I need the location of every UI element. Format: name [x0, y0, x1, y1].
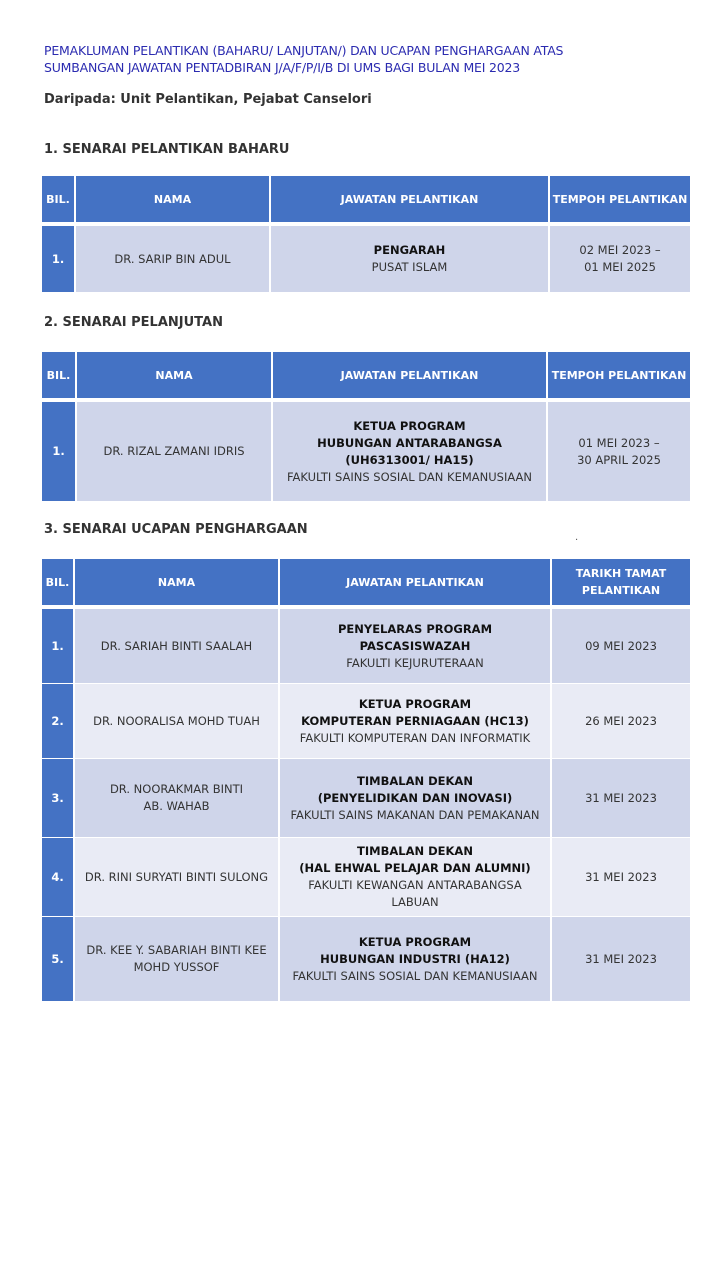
- stray-mark: .: [575, 532, 579, 543]
- cell-bil: 1.: [42, 402, 77, 502]
- cell-tarikh: [552, 759, 690, 838]
- cell-jawatan: [280, 609, 552, 684]
- date-line: 01 MEI 2023 –: [578, 435, 660, 450]
- faculty-line: FAKULTI KOMPUTERAN DAN INFORMATIK: [299, 730, 531, 745]
- name-line: DR. KEE Y. SABARIAH BINTI KEE: [86, 943, 267, 957]
- cell-jawatan: [280, 684, 552, 759]
- position-title-line: TIMBALAN DEKAN: [357, 773, 473, 788]
- cell-jawatan: [273, 402, 548, 502]
- title-line: PEMAKLUMAN PELANTIKAN (BAHARU/ LANJUTAN/) DAN UCAPAN PENGHARGAAN ATAS: [44, 43, 564, 58]
- table-row: [42, 609, 690, 684]
- table-row: [42, 402, 690, 502]
- table-row: [42, 684, 690, 759]
- cell-jawatan: [280, 759, 552, 838]
- faculty-line: FAKULTI SAINS SOSIAL DAN KEMANUSIAAN: [286, 469, 532, 484]
- header-tempoh: TARIKH TAMAT PELANTIKAN: [552, 559, 690, 609]
- header-jawatan: JAWATAN PELANTIKAN: [280, 559, 552, 609]
- cell-jawatan: [271, 226, 550, 293]
- position-title-line: PENYELARAS PROGRAM: [337, 621, 493, 636]
- table-header-row: [42, 559, 690, 609]
- cell-nama: [75, 684, 280, 759]
- header-nama: NAMA: [77, 352, 273, 402]
- table-pelanjutan: [42, 352, 690, 502]
- table-pelantikan-baharu: [42, 176, 690, 293]
- date-line: 31 MEI 2023: [585, 790, 657, 805]
- table-ucapan-penghargaan: [42, 559, 690, 1002]
- position-title-line: (UH6313001/ HA15): [345, 452, 474, 467]
- document-title: [44, 42, 684, 76]
- cell-tarikh: [552, 609, 690, 684]
- faculty-line: LABUAN: [391, 895, 439, 909]
- name-line: DR. SARIAH BINTI SAALAH: [100, 638, 253, 653]
- position-title-line: KETUA PROGRAM: [358, 696, 472, 711]
- header-nama: NAMA: [75, 559, 280, 609]
- faculty-line: FAKULTI KEJURUTERAAN: [346, 655, 484, 670]
- date-line: 26 MEI 2023: [585, 713, 657, 728]
- cell-bil: 1.: [42, 609, 75, 684]
- cell-nama: [75, 917, 280, 1002]
- cell-tarikh: [552, 917, 690, 1002]
- position-title-line: TIMBALAN DEKAN: [357, 844, 473, 858]
- table-header-row: [42, 352, 690, 402]
- header-tempoh: TEMPOH PELANTIKAN: [550, 176, 690, 226]
- header-jawatan: JAWATAN PELANTIKAN: [273, 352, 548, 402]
- header-bil: BIL.: [42, 559, 75, 609]
- cell-nama: [75, 609, 280, 684]
- table-row: [42, 759, 690, 838]
- name-line: MOHD YUSSOF: [133, 960, 220, 974]
- cell-bil: 3.: [42, 759, 75, 838]
- cell-nama: [76, 226, 271, 293]
- cell-tarikh: [550, 226, 690, 293]
- cell-bil: 2.: [42, 684, 75, 759]
- section-heading-baharu: 1. SENARAI PELANTIKAN BAHARU: [44, 142, 290, 157]
- date-line: 31 MEI 2023: [585, 951, 657, 966]
- cell-nama: [77, 402, 273, 502]
- position-title-line: KETUA PROGRAM: [353, 418, 466, 433]
- cell-jawatan: [280, 917, 552, 1002]
- name-line: DR. NOORALISA MOHD TUAH: [93, 713, 260, 728]
- table-row: [42, 917, 690, 1002]
- header-jawatan: JAWATAN PELANTIKAN: [271, 176, 550, 226]
- sender-line: Daripada: Unit Pelantikan, Pejabat Canselori: [44, 92, 372, 107]
- position-title-line: (HAL EHWAL PELAJAR DAN ALUMNI): [299, 861, 531, 875]
- table-row: [42, 226, 690, 293]
- name-line: DR. SARIP BIN ADUL: [114, 251, 231, 266]
- name-line: DR. NOORAKMAR BINTI: [109, 782, 244, 796]
- date-line: 02 MEI 2023 –: [579, 243, 661, 257]
- position-title-line: PENGARAH: [373, 243, 446, 257]
- position-title-line: PASCASISWAZAH: [359, 638, 471, 653]
- name-line: DR. RINI SURYATI BINTI SULONG: [84, 869, 269, 884]
- cell-bil: 4.: [42, 838, 75, 917]
- cell-nama: [75, 759, 280, 838]
- cell-tarikh: [548, 402, 690, 502]
- header-bil: BIL.: [42, 176, 76, 226]
- header-nama: NAMA: [76, 176, 271, 226]
- faculty-line: FAKULTI SAINS SOSIAL DAN KEMANUSIAAN: [292, 968, 538, 983]
- position-title-line: KETUA PROGRAM: [358, 934, 472, 949]
- date-line: 09 MEI 2023: [585, 638, 657, 653]
- faculty-line: FAKULTI KEWANGAN ANTARABANGSA: [308, 878, 522, 892]
- name-line: AB. WAHAB: [143, 799, 210, 813]
- date-line: 30 APRIL 2025: [577, 452, 661, 467]
- name-line: DR. RIZAL ZAMANI IDRIS: [103, 444, 245, 458]
- cell-tarikh: [552, 838, 690, 917]
- table-row: [42, 838, 690, 917]
- cell-bil: 1.: [42, 226, 76, 293]
- section-heading-penghargaan: 3. SENARAI UCAPAN PENGHARGAAN: [44, 522, 308, 537]
- cell-jawatan: [280, 838, 552, 917]
- date-line: 31 MEI 2023: [585, 869, 657, 884]
- position-title-line: KOMPUTERAN PERNIAGAAN (HC13): [301, 713, 529, 728]
- position-title-line: HUBUNGAN INDUSTRI (HA12): [320, 951, 510, 966]
- header-bil: BIL.: [42, 352, 77, 402]
- header-tempoh: TEMPOH PELANTIKAN: [548, 352, 690, 402]
- table-header-row: [42, 176, 690, 226]
- faculty-line: PUSAT ISLAM: [371, 260, 448, 274]
- date-line: 01 MEI 2025: [584, 260, 656, 274]
- title-line: SUMBANGAN JAWATAN PENTADBIRAN J/A/F/P/I/B DI UMS BAGI BULAN MEI 2023: [44, 60, 521, 75]
- cell-bil: 5.: [42, 917, 75, 1002]
- position-title-line: HUBUNGAN ANTARABANGSA: [317, 435, 502, 450]
- faculty-line: FAKULTI SAINS MAKANAN DAN PEMAKANAN: [290, 807, 540, 822]
- section-heading-pelanjutan: 2. SENARAI PELANJUTAN: [44, 315, 223, 330]
- position-title-line: (PENYELIDIKAN DAN INOVASI): [317, 790, 513, 805]
- cell-tarikh: [552, 684, 690, 759]
- cell-nama: [75, 838, 280, 917]
